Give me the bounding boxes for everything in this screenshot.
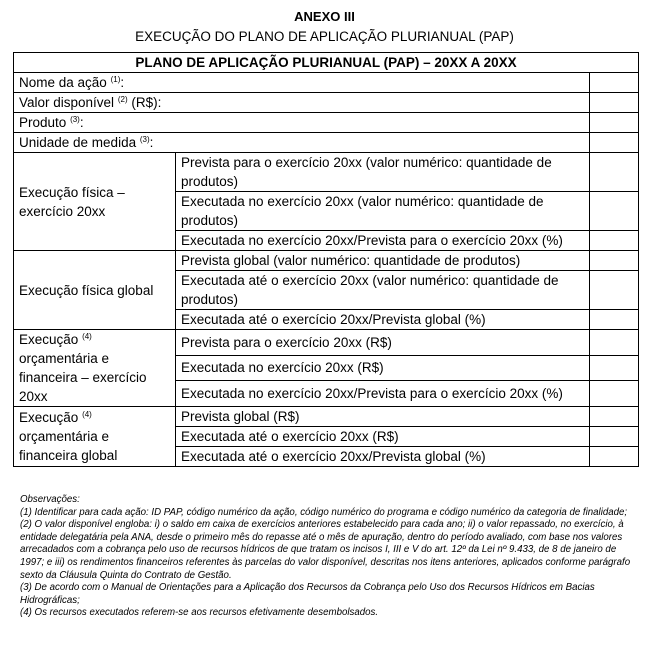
table-row [14, 133, 639, 153]
observation-note: (1) Identificar para cada ação: ID PAP, código numérico da ação, código numérico do programa e código numérico da categoria de finalidade; [20, 506, 628, 518]
item-label: Executada no exercício 20xx/Prevista para o exercício 20xx (%) [176, 231, 590, 251]
item-label: Prevista global (valor numérico: quantidade de produtos) [176, 251, 590, 271]
table-title: PLANO DE APLICAÇÃO PLURIANUAL (PAP) – 20XX A 20XX [14, 53, 639, 73]
row-label-nome-acao: Nome da ação $^{(1)}$: [14, 73, 590, 93]
table-row [14, 407, 639, 427]
item-label: Executada até o exercício 20xx/Prevista global (%) [176, 310, 590, 330]
item-label: Executada no exercício 20xx/Prevista para o exercício 20xx (%) [176, 381, 590, 407]
item-label: Executada até o exercício 20xx (valor numérico: quantidade de produtos) [176, 271, 590, 310]
value-cell[interactable] [590, 113, 639, 133]
pap-table [13, 52, 639, 467]
value-cell[interactable] [590, 231, 639, 251]
table-row [14, 93, 639, 113]
observation-note: (3) De acordo com o Manual de Orientações para a Aplicação dos Recursos da Cobrança pelo Uso dos Recursos Hídricos em Bacias Hidrográficas; [20, 582, 595, 606]
value-cell[interactable] [590, 251, 639, 271]
value-cell[interactable] [590, 330, 639, 356]
table-row [14, 153, 639, 192]
value-cell[interactable] [590, 310, 639, 330]
table-row [14, 251, 639, 271]
group-label-execucao-orcamentaria: Execução $^{(4)}$ orçamentária e financeira – exercício 20xx [14, 330, 176, 407]
observation-note: (4) Os recursos executados referem-se aos recursos efetivamente desembolsados. [20, 607, 379, 619]
table-row [14, 330, 639, 356]
observations [20, 494, 632, 620]
table-row [14, 113, 639, 133]
table-row [14, 73, 639, 93]
value-cell[interactable] [590, 447, 639, 467]
row-label-unidade-medida: Unidade de medida $^{(3)}$: [14, 133, 590, 153]
annex-title: ANEXO III [294, 9, 355, 24]
group-label-execucao-fisica-global: Execução física global [14, 251, 176, 330]
value-cell[interactable] [590, 192, 639, 231]
value-cell[interactable] [590, 355, 639, 381]
item-label: Executada até o exercício 20xx (R$) [176, 427, 590, 447]
item-label: Prevista global (R$) [176, 407, 590, 427]
item-label: Executada até o exercício 20xx/Prevista global (%) [176, 447, 590, 467]
item-label: Executada no exercício 20xx (valor numérico: quantidade de produtos) [176, 192, 590, 231]
annex-subtitle: EXECUÇÃO DO PLANO DE APLICAÇÃO PLURIANUAL (PAP) [135, 29, 514, 44]
value-cell[interactable] [590, 93, 639, 113]
item-label: Executada no exercício 20xx (R$) [176, 355, 590, 381]
row-label-valor-disponivel: Valor disponível $^{(2)}$ (R$): [14, 93, 590, 113]
value-cell[interactable] [590, 407, 639, 427]
item-label: Prevista para o exercício 20xx (valor numérico: quantidade de produtos) [176, 153, 590, 192]
value-cell[interactable] [590, 153, 639, 192]
row-label-produto: Produto $^{(3)}$: [14, 113, 590, 133]
group-label-execucao-orcamentaria-global: Execução $^{(4)}$ orçamentária e financeira global [14, 407, 176, 467]
observation-note: (2) O valor disponível engloba: i) o saldo em caixa de exercícios anteriores estabelecido para cada ano; ii) o valor repassado, no exercício, à entidade delegatária pela ANA, desde o primeiro mês do repasse até o mês de apuração, dentro do período avaliado, com base nos valores arrecadados com a cobrança pelo uso de recursos hídricos de que tratam os incisos I, III e V do art. 12º da Lei nº 9.433, de 8 de janeiro de 1997; e iii) os rendimentos financeiros referentes às parcelas do valor disponível, descritas nos itens anteriores, aplicados conforme parágrafo sexto da Cláusula Quinta do Contrato de Gestão. [20, 519, 631, 581]
value-cell[interactable] [590, 427, 639, 447]
value-cell[interactable] [590, 73, 639, 93]
group-label-execucao-fisica: Execução física – exercício 20xx [14, 153, 176, 251]
value-cell[interactable] [590, 271, 639, 310]
item-label: Prevista para o exercício 20xx (R$) [176, 330, 590, 356]
value-cell[interactable] [590, 133, 639, 153]
value-cell[interactable] [590, 381, 639, 407]
observations-title: Observações: [20, 494, 80, 505]
